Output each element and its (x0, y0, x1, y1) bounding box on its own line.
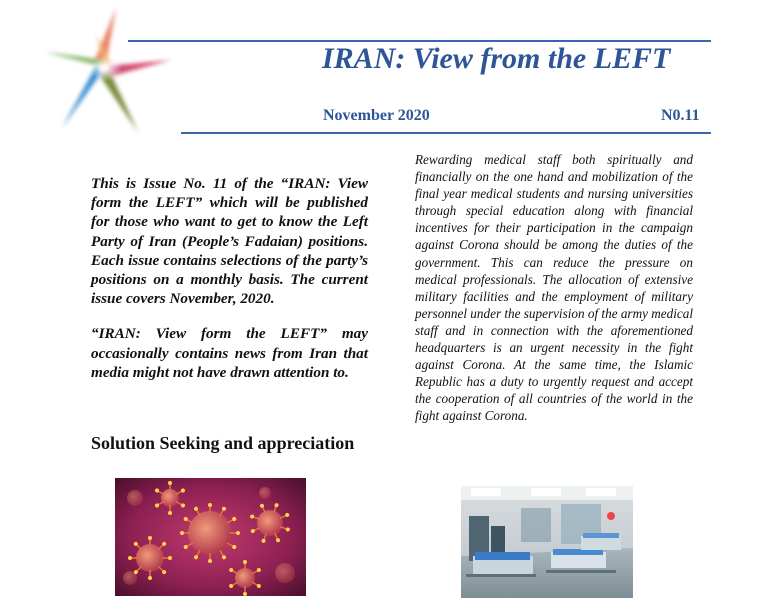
issue-number: N0.11 (661, 107, 700, 124)
coronavirus-image (115, 478, 306, 596)
intro-paragraph: This is Issue No. 11 of the “IRAN: View form the LEFT” which will be published for those who want to get to know the Left Party of Iran (People’s Fadaian) positions. Each issue contains selections of the party’s positions on a monthly basis. The current issue covers November, 2020. (91, 175, 368, 308)
section-heading: Solution Seeking and appreciation (91, 433, 355, 453)
header-bottom-rule (181, 132, 711, 134)
article-body-text: Rewarding medical staff both spiritually and financially on the one hand and mobilization of the final year medical students and nursing universities through special education along with financial incentives for their participation in the campaign against Corona should be among the duties of the government. This can reduce the pressure on medical professionals. The allocation of extensive military facilities and the employment of military personnel under the supervision of the army medical staff and in connection with the aforementioned headquarters is an urgent necessity in the fight against Corona. At the same time, the Islamic Republic has a duty to urgently request and accept the cooperation of all countries of the world in the fight against Corona. (415, 152, 693, 424)
intro-column (91, 174, 368, 382)
star-logo-icon (38, 6, 178, 136)
intro-paragraph: “IRAN: View form the LEFT” may occasionally contains news from Iran that media might not have drawn attention to. (91, 325, 368, 381)
hospital-ward-image (461, 486, 633, 598)
publication-title: IRAN: View from the LEFT (322, 42, 671, 75)
issue-date: November 2020 (323, 107, 430, 124)
